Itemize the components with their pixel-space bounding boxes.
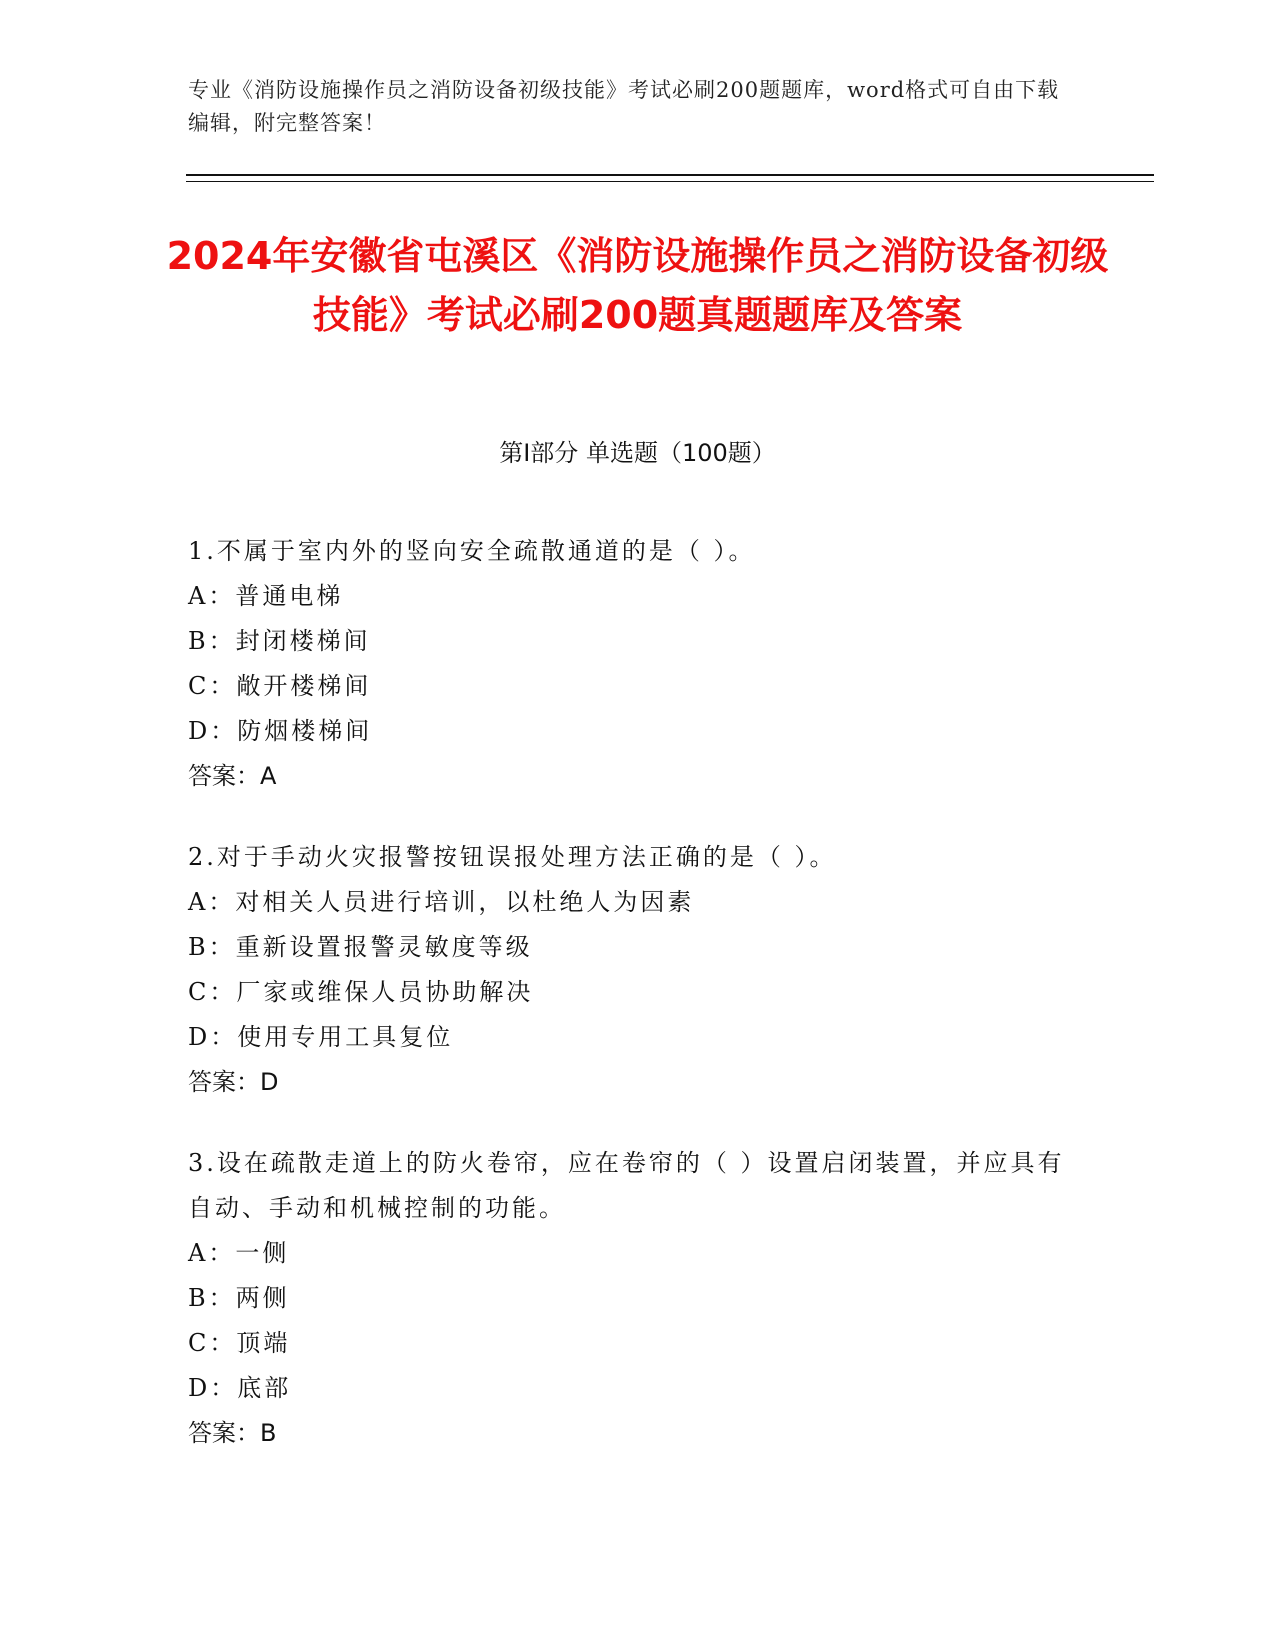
option-d: D：使用专用工具复位	[188, 1023, 454, 1051]
question-text: 1.不属于室内外的竖向安全疏散通道的是（ ）。	[188, 537, 756, 565]
question-text: 2.对于手动火灾报警按钮误报处理方法正确的是（ ）。	[188, 843, 837, 871]
option-b: B：两侧	[188, 1284, 290, 1312]
option-b: B：封闭楼梯间	[188, 627, 371, 655]
question-text: 3.设在疏散走道上的防火卷帘，应在卷帘的（ ）设置启闭装置，并应具有自动、手动和机械控制的功能。	[188, 1149, 1065, 1222]
question-3	[188, 1141, 1068, 1456]
question-1	[188, 529, 1068, 799]
option-a: A：一侧	[188, 1239, 290, 1267]
header-rule-thin	[186, 181, 1154, 182]
option-c: C：厂家或维保人员协助解决	[188, 978, 534, 1006]
option-c: C：顶端	[188, 1329, 291, 1357]
option-a: A：对相关人员进行培训，以杜绝人为因素	[188, 888, 695, 916]
header-note: 专业《消防设施操作员之消防设备初级技能》考试必刷200题题库，word格式可自由下载编辑，附完整答案！	[188, 78, 1060, 135]
answer: 答案：D	[188, 1068, 279, 1096]
option-d: D：底部	[188, 1374, 292, 1402]
section-heading: 第Ⅰ部分 单选题（100题）	[499, 439, 776, 467]
answer: 答案：A	[188, 762, 277, 790]
option-a: A：普通电梯	[188, 582, 344, 610]
document-title: 2024年安徽省屯溪区《消防设施操作员之消防设备初级技能》考试必刷200题真题题库及答案	[166, 234, 1109, 337]
answer: 答案：B	[188, 1419, 277, 1447]
header-rule-thick	[186, 174, 1154, 176]
option-b: B：重新设置报警灵敏度等级	[188, 933, 533, 961]
question-list	[188, 529, 1068, 1492]
question-2	[188, 835, 1068, 1105]
option-c: C：敞开楼梯间	[188, 672, 372, 700]
option-d: D：防烟楼梯间	[188, 717, 373, 745]
